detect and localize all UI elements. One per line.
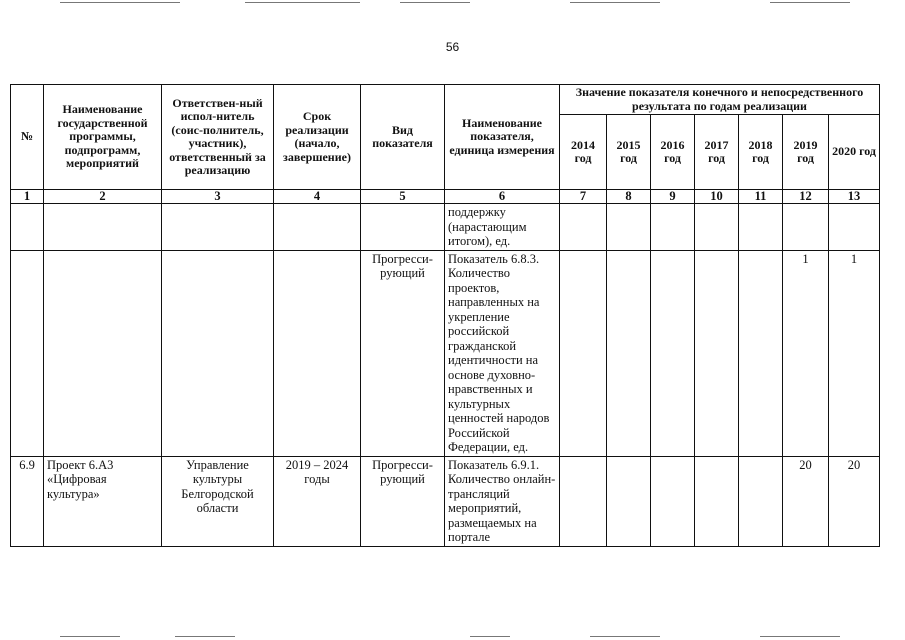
indicators-table: [10, 84, 880, 547]
row-responsible: Управление культуры Белгородской области: [162, 456, 274, 546]
scan-line-top: [570, 2, 660, 3]
row-value-2014: [560, 204, 607, 251]
header-year: 2017 год: [695, 115, 739, 190]
row-value-2020: 1: [829, 250, 880, 456]
row-type: [361, 204, 445, 251]
row-program: [44, 250, 162, 456]
row-term: [274, 250, 361, 456]
scan-line-top: [400, 2, 470, 3]
table-row: [11, 456, 880, 546]
row-value-2018: [739, 250, 783, 456]
column-number: 7: [560, 190, 607, 204]
scan-line-bottom: [60, 636, 120, 637]
header-year: 2016 год: [651, 115, 695, 190]
header-col-indicator: Наименование показателя, единица измерения: [445, 85, 560, 190]
column-number: 2: [44, 190, 162, 204]
row-indicator: поддержку (нарастающим итогом), ед.: [445, 204, 560, 251]
row-value-2014: [560, 250, 607, 456]
row-type: Прогресси-рующий: [361, 250, 445, 456]
scan-line-top: [245, 2, 360, 3]
row-value-2020: [829, 204, 880, 251]
header-col-no: №: [11, 85, 44, 190]
page-number: 56: [445, 40, 460, 54]
header-year: 2018 год: [739, 115, 783, 190]
row-responsible: [162, 204, 274, 251]
header-col-type: Вид показателя: [361, 85, 445, 190]
row-value-2019: 20: [783, 456, 829, 546]
column-number: 6: [445, 190, 560, 204]
column-number: 1: [11, 190, 44, 204]
row-no: [11, 204, 44, 251]
row-value-2018: [739, 456, 783, 546]
header-col-values: Значение показателя конечного и непосредственного результата по годам реализации: [560, 85, 880, 115]
row-value-2014: [560, 456, 607, 546]
column-number: 10: [695, 190, 739, 204]
header-col-responsible: Ответствен-ный испол-нитель (соис-полнитель, участник), ответственный за реализацию: [162, 85, 274, 190]
header-year: 2020 год: [829, 115, 880, 190]
row-value-2018: [739, 204, 783, 251]
row-value-2019: 1: [783, 250, 829, 456]
scan-line-bottom: [175, 636, 235, 637]
row-value-2019: [783, 204, 829, 251]
row-value-2017: [695, 250, 739, 456]
row-no: 6.9: [11, 456, 44, 546]
row-responsible: [162, 250, 274, 456]
row-value-2015: [607, 250, 651, 456]
column-numbers-row: [11, 190, 880, 204]
row-value-2015: [607, 456, 651, 546]
row-indicator: Показатель 6.8.3. Количество проектов, направленных на укрепление российской гражданской идентичности на основе духовно-нравственных и культурных ценностей народов Российской Федерации, ед.: [445, 250, 560, 456]
row-term: 2019 – 2024 годы: [274, 456, 361, 546]
row-value-2020: 20: [829, 456, 880, 546]
column-number: 12: [783, 190, 829, 204]
column-number: 5: [361, 190, 445, 204]
scan-line-bottom: [760, 636, 840, 637]
row-value-2016: [651, 250, 695, 456]
column-number: 9: [651, 190, 695, 204]
row-value-2015: [607, 204, 651, 251]
column-number: 3: [162, 190, 274, 204]
scan-line-bottom: [470, 636, 510, 637]
row-type: Прогресси-рующий: [361, 456, 445, 546]
table-row: [11, 204, 880, 251]
header-year: 2015 год: [607, 115, 651, 190]
row-indicator: Показатель 6.9.1. Количество онлайн-трансляций мероприятий, размещаемых на портале: [445, 456, 560, 546]
row-value-2016: [651, 456, 695, 546]
header-col-term: Срок реализации (начало, завершение): [274, 85, 361, 190]
scan-line-top: [60, 2, 180, 3]
row-program: [44, 204, 162, 251]
header-year: 2014 год: [560, 115, 607, 190]
column-number: 13: [829, 190, 880, 204]
header-year: 2019 год: [783, 115, 829, 190]
row-term: [274, 204, 361, 251]
column-number: 4: [274, 190, 361, 204]
column-number: 8: [607, 190, 651, 204]
header-row-1: [11, 85, 880, 115]
row-value-2016: [651, 204, 695, 251]
header-col-program: Наименование государственной программы, подпрограмм, мероприятий: [44, 85, 162, 190]
scan-line-top: [770, 2, 850, 3]
row-value-2017: [695, 456, 739, 546]
table-row: [11, 250, 880, 456]
row-no: [11, 250, 44, 456]
row-value-2017: [695, 204, 739, 251]
scan-line-bottom: [590, 636, 660, 637]
column-number: 11: [739, 190, 783, 204]
row-program: Проект 6.А3 «Цифровая культура»: [44, 456, 162, 546]
